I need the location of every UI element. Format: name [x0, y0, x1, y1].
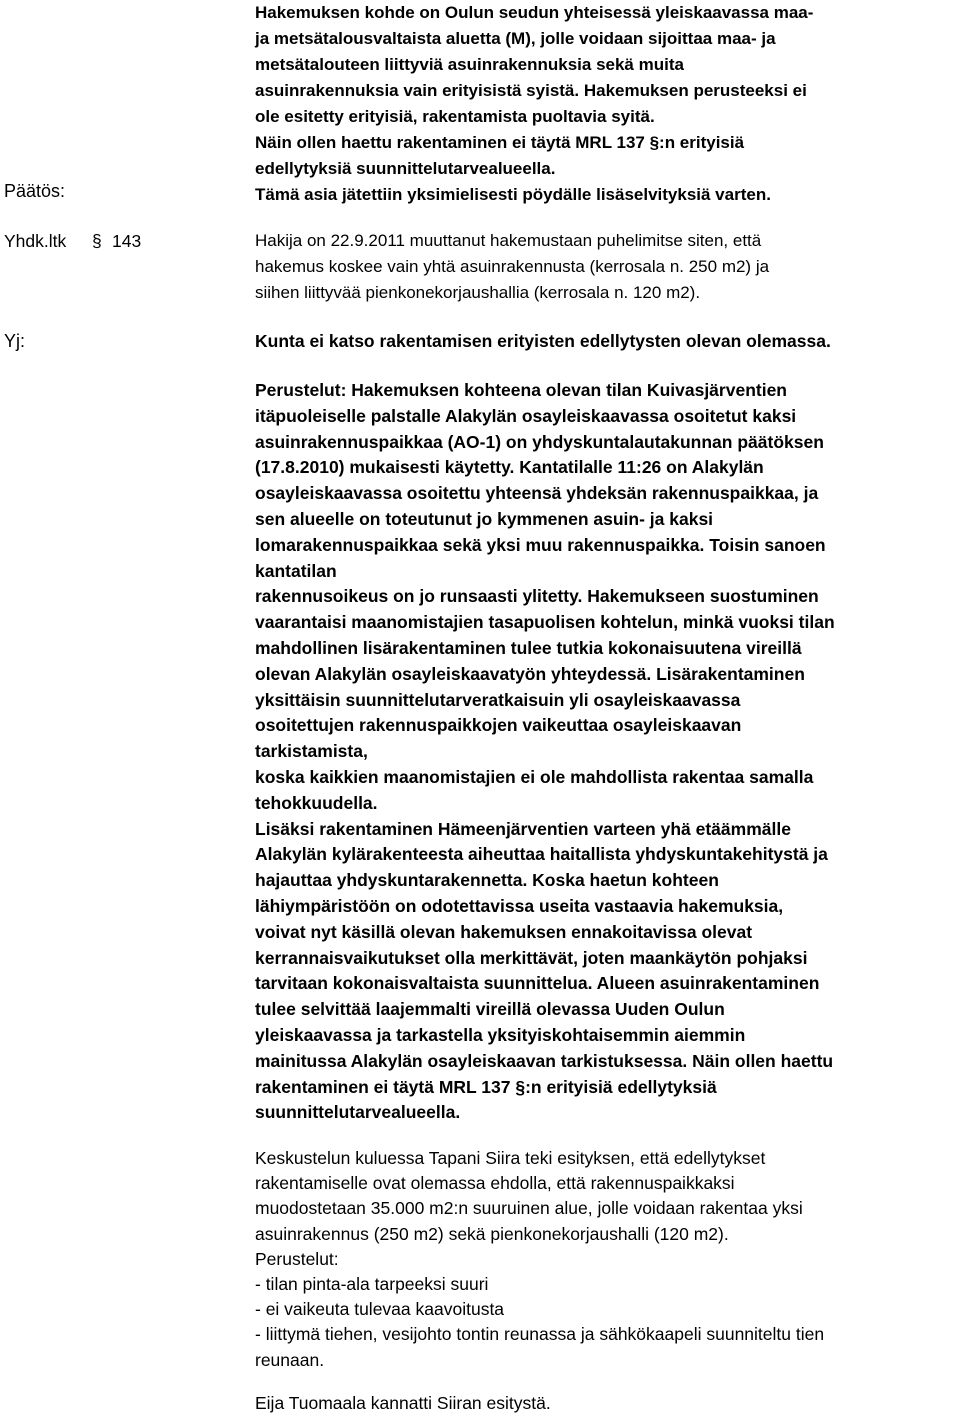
decision-paragraph: [255, 0, 956, 208]
section-number: 143: [112, 231, 142, 251]
applicant-update-line: Hakija on 22.9.2011 muuttanut hakemustaan puhelimitse siten, että: [255, 231, 762, 250]
proposal-statement: [255, 328, 956, 354]
reasoning-line: Lisäksi rakentaminen Hämeenjärventien varteen yhä etäämmälle: [255, 818, 791, 839]
reasoning-line: olevan Alakylän osayleiskaavatyön yhteydessä. Lisärakentaminen: [255, 663, 805, 684]
discussion-line: Keskustelun kuluessa Tapani Siira teki esityksen, että edellytykset: [255, 1148, 766, 1168]
reasoning-line: rakentaminen ei täytä MRL 137 §:n erityisiä edellytyksiä: [255, 1076, 717, 1097]
label-yhdk: Yhdk.ltk: [4, 231, 67, 251]
reasoning-line: lomarakennuspaikkaa sekä yksi muu rakennuspaikka. Toisin sanoen: [255, 534, 826, 555]
reasoning-paragraph: [255, 378, 956, 1126]
decision-line: ja metsätalousvaltaista aluetta (M), jolle voidaan sijoittaa maa- ja: [255, 29, 776, 48]
discussion-line: rakentamiselle ovat olemassa ehdolla, että rakennuspaikkaksi: [255, 1173, 735, 1194]
reasoning-line: Alakylän kylärakenteesta aiheuttaa haitallista yhdyskuntakehitystä ja: [255, 844, 828, 865]
reasoning-line: tarvitaan kokonaisvaltaista suunnittelua. Alueen asuinrakentaminen: [255, 973, 820, 994]
reasoning-line: hajauttaa yhdyskuntarakennetta. Koska haetun kohteen: [255, 870, 719, 891]
decision-line: metsätalouteen liittyviä asuinrakennuksia sekä muita: [255, 55, 684, 74]
reasoning-line: tarkistamista,: [255, 741, 368, 762]
reasoning-line: suunnittelutarvealueella.: [255, 1102, 461, 1123]
seconding-line: Eija Tuomaala kannatti Siiran esitystä.: [255, 1393, 551, 1413]
applicant-update-line: siihen liittyvää pienkonekorjaushallia (kerrosala n. 120 m2).: [255, 283, 701, 302]
reasoning-line: tehokkuudella.: [255, 792, 378, 813]
reasoning-line: rakennusoikeus on jo runsaasti ylitetty. Hakemukseen suostuminen: [255, 586, 819, 607]
applicant-update-line: hakemus koskee vain yhtä asuinrakennusta (kerrosala n. 250 m2) ja: [255, 257, 770, 276]
reasoning-line: yksittäisin suunnittelutarveratkaisuin yli osayleiskaavassa: [255, 689, 741, 710]
applicant-update-paragraph: [255, 228, 956, 306]
reasoning-line: osayleiskaavassa osoitettu yhteensä yhdeksän rakennuspaikkaa, ja: [255, 483, 819, 504]
label-yhdk-ltk: [4, 228, 142, 254]
reasoning-line: itäpuoleiselle palstalle Alakylän osayleiskaavassa osoitetut kaksi: [255, 405, 797, 426]
decision-line: ole esitetty erityisiä, rakentamista puoltavia syitä.: [255, 107, 655, 126]
decision-line: Tämä asia jätettiin yksimielisesti pöydälle lisäselvityksiä varten.: [255, 185, 771, 204]
section-symbol: §: [92, 231, 102, 251]
discussion-line: muodostetaan 35.000 m2:n suuruinen alue, jolle voidaan rakentaa yksi: [255, 1198, 803, 1219]
reasoning-line: tulee selvittää laajemmalti vireillä olevassa Uuden Oulun: [255, 999, 725, 1020]
label-paatos: Päätös:: [4, 181, 66, 201]
reasoning-line: mahdollinen lisärakentaminen tulee tutkia kokonaisuutena vireillä: [255, 637, 802, 658]
decision-line: Hakemuksen kohde on Oulun seudun yhteisessä yleiskaavassa maa-: [255, 3, 814, 22]
reasoning-line: asuinrakennuspaikkaa (AO-1) on yhdyskuntalautakunnan päätöksen: [255, 431, 824, 452]
reasoning-line: lähiympäristöön on odotettavissa useita vastaavia hakemuksia,: [255, 895, 784, 916]
decision-line: Näin ollen haettu rakentaminen ei täytä MRL 137 §:n erityisiä: [255, 133, 745, 152]
discussion-line: Perustelut:: [255, 1248, 339, 1269]
discussion-line: - ei vaikeuta tulevaa kaavoitusta: [255, 1299, 505, 1320]
reasoning-line: yleiskaavassa ja tarkastella yksityiskohtaisemmin aiemmin: [255, 1024, 746, 1045]
reasoning-line: koska kaikkien maanomistajien ei ole mahdollista rakentaa samalla: [255, 766, 814, 787]
label-yj: Yj:: [4, 331, 26, 351]
reasoning-line: vaarantaisi maanomistajien tasapuolisen kohtelun, minkä vuoksi tilan: [255, 612, 835, 633]
decision-line: asuinrakennuksia vain erityisistä syistä. Hakemuksen perusteeksi ei: [255, 81, 807, 100]
discussion-line: - liittymä tiehen, vesijohto tontin reunassa ja sähkökaapeli suunniteltu tien: [255, 1324, 825, 1345]
reasoning-line: kerrannaisvaikutukset olla merkittävät, joten maankäytön pohjaksi: [255, 947, 808, 968]
reasoning-line: Perustelut: Hakemuksen kohteena olevan tilan Kuivasjärventien: [255, 380, 787, 400]
decision-line: edellytyksiä suunnittelutarvealueella.: [255, 159, 556, 178]
discussion-line: asuinrakennus (250 m2) sekä pienkonekorjaushalli (120 m2).: [255, 1223, 729, 1244]
discussion-line: - tilan pinta-ala tarpeeksi suuri: [255, 1274, 489, 1295]
reasoning-line: sen alueelle on toteutunut jo kymmenen asuin- ja kaksi: [255, 508, 714, 529]
discussion-paragraph: [255, 1146, 956, 1373]
reasoning-line: voivat nyt käsillä olevan hakemuksen ennakoitavissa olevat: [255, 921, 753, 942]
reasoning-line: kantatilan: [255, 560, 337, 581]
proposal-line: Kunta ei katso rakentamisen erityisten edellytysten olevan olemassa.: [255, 331, 831, 351]
reasoning-line: osoitettujen rakennuspaikkojen vaikeuttaa osayleiskaavan: [255, 715, 742, 736]
reasoning-line: mainitussa Alakylän osayleiskaavan tarkistuksessa. Näin ollen haettu: [255, 1050, 834, 1071]
discussion-line: reunaan.: [255, 1349, 325, 1370]
seconding-paragraph: [255, 1390, 956, 1416]
reasoning-line: (17.8.2010) mukaisesti käytetty. Kantatilalle 11:26 on Alakylän: [255, 457, 764, 478]
